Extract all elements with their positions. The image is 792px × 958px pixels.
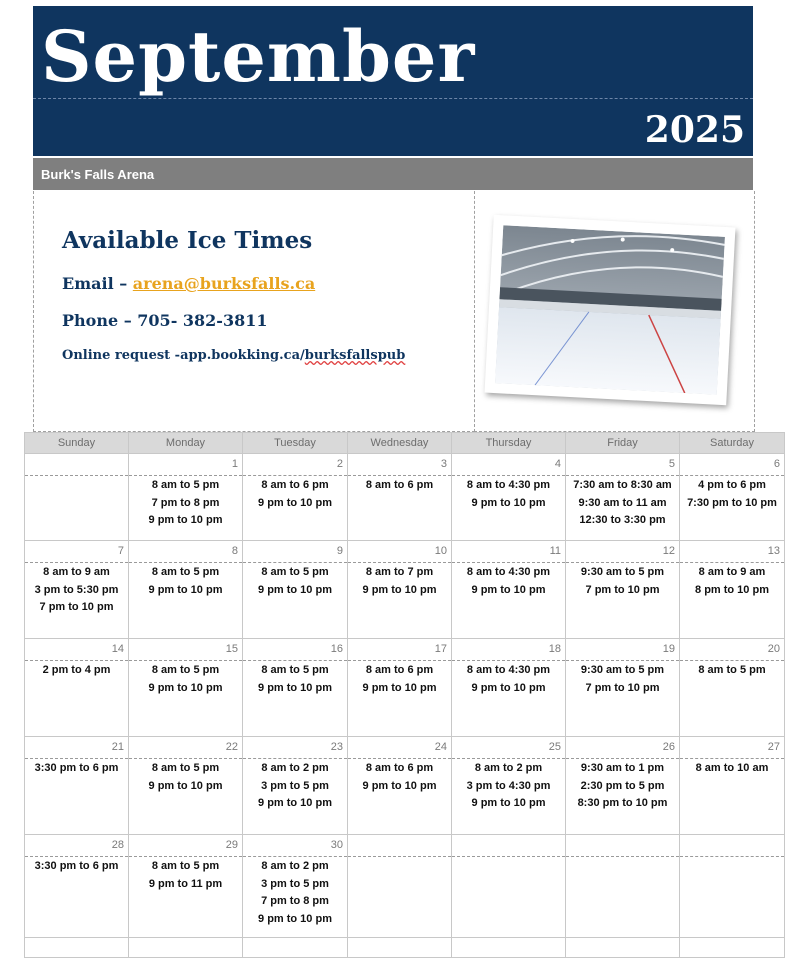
date-number: [348, 835, 452, 857]
ice-time-slot: 8 am to 4:30 pm: [466, 566, 551, 578]
ice-time-slot: 9 pm to 11 pm: [148, 877, 223, 890]
ice-time-slot: 8 am to 5 pm: [151, 762, 220, 774]
ice-time-slot: 8 am to 6 pm: [365, 762, 434, 774]
trailing-row: [25, 938, 785, 958]
ice-times-row: [25, 759, 785, 835]
ice-time-slot: 9 pm to 10 pm: [362, 583, 437, 596]
day-cell: [680, 661, 785, 737]
date-number: 28: [25, 835, 129, 857]
ice-time-slot: 9 pm to 10 pm: [258, 583, 332, 596]
day-cell: [243, 759, 348, 835]
empty-cell: [680, 938, 785, 958]
ice-time-slot: 9 pm to 10 pm: [362, 779, 437, 792]
ice-time-slot: 8 am to 4:30 pm: [466, 664, 551, 676]
ice-time-slot: 8 am to 5 pm: [151, 664, 220, 676]
ice-time-slot: 7 pm to 10 pm: [39, 601, 114, 613]
date-number: 22: [129, 737, 243, 759]
date-number: 30: [243, 835, 348, 857]
ice-times-row: [25, 661, 785, 737]
ice-time-slot: 8 pm to 10 pm: [695, 583, 769, 596]
date-number: 29: [129, 835, 243, 857]
email-line: [62, 274, 315, 293]
date-number: 1: [129, 454, 243, 476]
ice-time-slot: 9 pm to 10 pm: [148, 583, 223, 596]
day-cell: [25, 476, 129, 541]
ice-time-slot: 7 pm to 10 pm: [585, 583, 660, 596]
day-cell: [25, 563, 129, 639]
weekday-friday: Friday: [566, 433, 680, 454]
ice-time-slot: 9 pm to 10 pm: [471, 681, 546, 694]
day-cell: [680, 476, 785, 541]
ice-time-slot: 3 pm to 4:30 pm: [466, 779, 551, 792]
ice-time-slot: 9 pm to 10 pm: [148, 681, 223, 694]
ice-time-slot: 8 am to 6 pm: [261, 479, 329, 491]
year-title: 2025: [644, 109, 745, 151]
day-cell: [680, 759, 785, 835]
ice-time-slot: 7 pm to 8 pm: [261, 895, 329, 907]
email-label: Email –: [62, 274, 133, 293]
email-link[interactable]: arena@burksfalls.ca: [132, 274, 316, 293]
day-cell: [566, 857, 680, 938]
ice-time-slot: 7:30 am to 8:30 am: [573, 479, 672, 491]
date-number: 8: [129, 541, 243, 563]
ice-time-slot: 3 pm to 5:30 pm: [34, 583, 119, 596]
date-number: 14: [25, 639, 129, 661]
date-number: 9: [243, 541, 348, 563]
day-cell: [452, 563, 566, 639]
online-url: app.bookking.ca/burksfallspub: [180, 348, 406, 363]
ice-time-slot: 3 pm to 5 pm: [261, 877, 329, 890]
ice-time-slot: 8 am to 2 pm: [474, 762, 543, 774]
ice-time-slot: 9 pm to 10 pm: [258, 912, 332, 925]
ice-time-slot: 8 am to 5 pm: [151, 479, 220, 491]
date-row: [25, 541, 785, 563]
date-number: 5: [566, 454, 680, 476]
day-cell: [566, 476, 680, 541]
empty-cell: [243, 938, 348, 958]
ice-time-slot: 9 pm to 10 pm: [258, 681, 332, 694]
ice-time-slot: 8 am to 9 am: [43, 566, 110, 578]
weekday-header-row: [25, 433, 785, 454]
arena-name: Burk's Falls Arena: [41, 167, 155, 182]
weekday-saturday: Saturday: [680, 433, 785, 454]
day-cell: [243, 661, 348, 737]
subtitle-bar: [33, 158, 753, 190]
day-cell: [129, 759, 243, 835]
ice-time-slot: 9 pm to 10 pm: [362, 681, 437, 694]
day-cell: [566, 759, 680, 835]
day-cell: [452, 661, 566, 737]
ice-time-slot: 3 pm to 5 pm: [261, 779, 329, 792]
ice-times-row: [25, 476, 785, 541]
empty-cell: [129, 938, 243, 958]
arena-photo: [485, 215, 736, 405]
ice-time-slot: 8 am to 5 pm: [261, 664, 329, 676]
day-cell: [243, 857, 348, 938]
ice-time-slot: 8 am to 9 am: [698, 566, 766, 578]
ice-time-slot: 2 pm to 4 pm: [42, 664, 111, 676]
day-cell: [25, 661, 129, 737]
date-row: [25, 639, 785, 661]
day-cell: [129, 476, 243, 541]
day-cell: [129, 563, 243, 639]
date-number: 19: [566, 639, 680, 661]
day-cell: [129, 661, 243, 737]
date-number: 21: [25, 737, 129, 759]
ice-time-slot: 7 pm to 10 pm: [585, 681, 660, 694]
ice-time-slot: 8 am to 5 pm: [698, 664, 766, 676]
ice-time-slot: 9 pm to 10 pm: [471, 797, 546, 809]
date-row: [25, 454, 785, 476]
weekday-wednesday: Wednesday: [348, 433, 452, 454]
date-number: 20: [680, 639, 785, 661]
ice-time-slot: 2:30 pm to 5 pm: [580, 779, 665, 792]
ice-time-slot: 9:30 am to 11 am: [578, 496, 667, 509]
ice-time-slot: 8 am to 5 pm: [151, 566, 220, 578]
day-cell: [452, 476, 566, 541]
day-cell: [25, 759, 129, 835]
ice-times-row: [25, 563, 785, 639]
date-number: 13: [680, 541, 785, 563]
ice-time-slot: 7:30 pm to 10 pm: [687, 496, 777, 509]
date-number: 16: [243, 639, 348, 661]
date-number: 18: [452, 639, 566, 661]
info-panel: [33, 191, 475, 432]
date-number: 4: [452, 454, 566, 476]
day-cell: [25, 857, 129, 938]
weekday-thursday: Thursday: [452, 433, 566, 454]
ice-time-slot: 9 pm to 10 pm: [471, 496, 546, 509]
day-cell: [348, 476, 452, 541]
ice-time-slot: 8 am to 5 pm: [151, 860, 220, 872]
date-number: [680, 835, 785, 857]
ice-time-slot: 8 am to 5 pm: [261, 566, 329, 578]
ice-time-slot: 9 pm to 10 pm: [148, 779, 223, 792]
day-cell: [129, 857, 243, 938]
day-cell: [566, 661, 680, 737]
ice-time-slot: 9:30 am to 1 pm: [580, 762, 665, 774]
date-number: [566, 835, 680, 857]
day-cell: [680, 857, 785, 938]
day-cell: [348, 857, 452, 938]
header-banner: [33, 6, 753, 156]
date-number: 26: [566, 737, 680, 759]
ice-time-slot: 7 pm to 8 pm: [151, 496, 220, 509]
date-number: 7: [25, 541, 129, 563]
ice-time-slot: 8 am to 10 am: [695, 762, 769, 774]
empty-cell: [452, 938, 566, 958]
ice-time-slot: 12:30 to 3:30 pm: [579, 514, 666, 526]
ice-time-slot: 9 pm to 10 pm: [258, 496, 332, 509]
online-request-line: [62, 348, 405, 363]
date-number: 24: [348, 737, 452, 759]
ice-times-row: [25, 857, 785, 938]
ice-time-slot: 8 am to 4:30 pm: [466, 479, 551, 491]
online-label: Online request -: [62, 348, 181, 363]
phone-line: Phone – 705- 382-3811: [62, 311, 268, 330]
ice-time-slot: 8:30 pm to 10 pm: [577, 797, 668, 809]
ice-time-slot: 9 pm to 10 pm: [471, 583, 546, 596]
ice-time-slot: 3:30 pm to 6 pm: [34, 762, 119, 774]
date-number: 3: [348, 454, 452, 476]
date-number: 6: [680, 454, 785, 476]
date-row: [25, 835, 785, 857]
calendar-grid: [24, 432, 785, 958]
empty-cell: [25, 938, 129, 958]
weekday-monday: Monday: [129, 433, 243, 454]
ice-time-slot: 8 am to 7 pm: [365, 566, 434, 578]
ice-time-slot: 9:30 am to 5 pm: [580, 566, 665, 578]
ice-time-slot: 8 am to 2 pm: [261, 860, 329, 872]
weekday-tuesday: Tuesday: [243, 433, 348, 454]
date-number: 11: [452, 541, 566, 563]
date-number: [452, 835, 566, 857]
date-number: 23: [243, 737, 348, 759]
ice-time-slot: 9 pm to 10 pm: [148, 514, 223, 526]
date-number: [25, 454, 129, 476]
date-number: 25: [452, 737, 566, 759]
day-cell: [243, 476, 348, 541]
day-cell: [566, 563, 680, 639]
day-cell: [452, 857, 566, 938]
day-cell: [680, 563, 785, 639]
day-cell: [348, 661, 452, 737]
date-number: 2: [243, 454, 348, 476]
day-cell: [243, 563, 348, 639]
date-number: 17: [348, 639, 452, 661]
date-number: 27: [680, 737, 785, 759]
day-cell: [348, 759, 452, 835]
ice-time-slot: 3:30 pm to 6 pm: [34, 860, 119, 872]
empty-cell: [348, 938, 452, 958]
ice-time-slot: 8 am to 6 pm: [365, 664, 434, 676]
month-title: September: [41, 15, 476, 98]
date-number: 15: [129, 639, 243, 661]
ice-time-slot: 8 am to 6 pm: [365, 479, 434, 491]
ice-time-slot: 9:30 am to 5 pm: [580, 664, 665, 676]
empty-cell: [566, 938, 680, 958]
banner-divider: [33, 98, 753, 99]
ice-time-slot: 4 pm to 6 pm: [698, 479, 766, 491]
info-title: Available Ice Times: [62, 227, 313, 254]
date-number: 10: [348, 541, 452, 563]
day-cell: [348, 563, 452, 639]
ice-time-slot: 8 am to 2 pm: [261, 762, 329, 774]
date-row: [25, 737, 785, 759]
day-cell: [452, 759, 566, 835]
weekday-sunday: Sunday: [25, 433, 129, 454]
date-number: 12: [566, 541, 680, 563]
ice-time-slot: 9 pm to 10 pm: [258, 797, 332, 809]
